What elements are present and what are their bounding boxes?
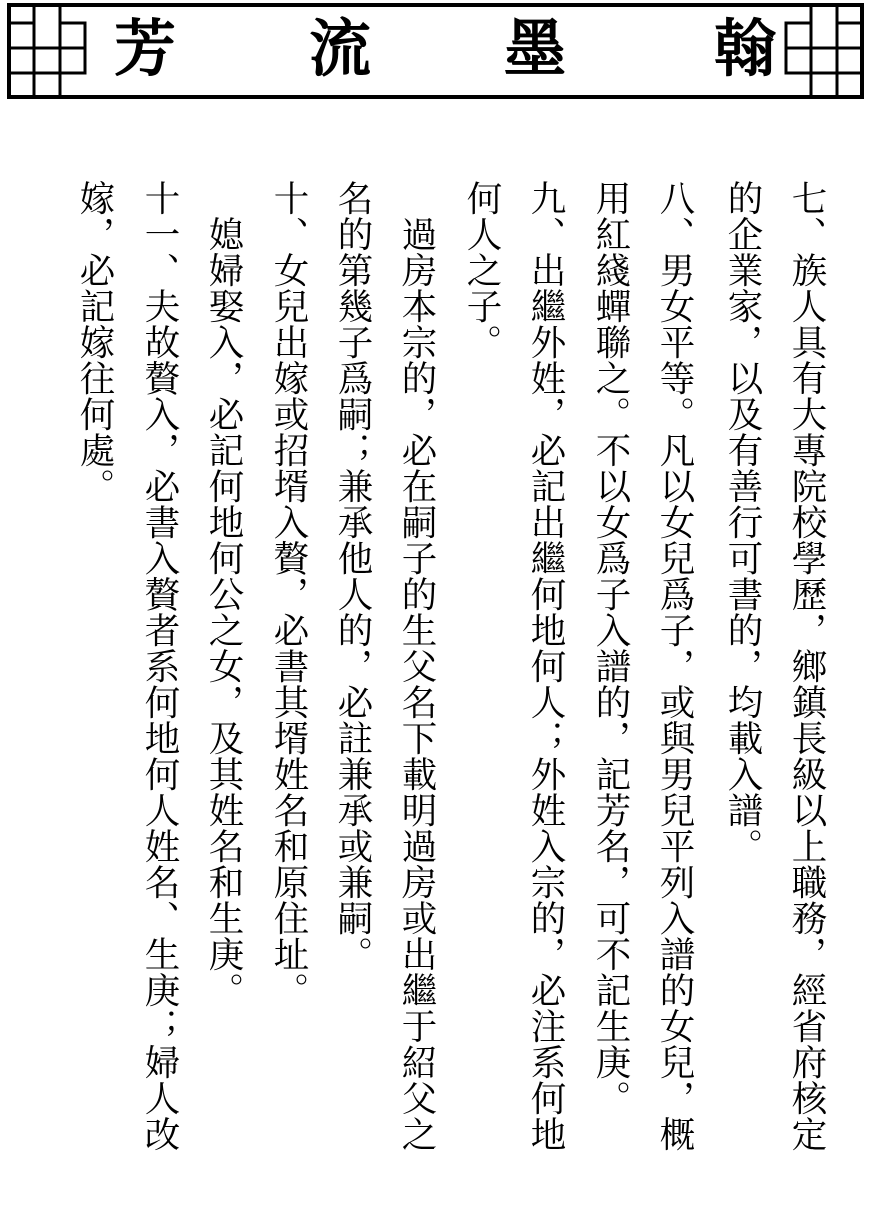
text-column-6: 何人之子。 (461, 180, 502, 360)
left-fret-ornament (9, 5, 85, 97)
text-column-9: 十、女兒出嫁或招壻入贅，必書其壻姓名和原住址。 (268, 180, 309, 1008)
title-char-1: 翰 (713, 12, 776, 85)
title-char-3: 流 (308, 12, 371, 85)
text-column-4: 用紅綫蟬聯之。不以女爲子入譜的，記芳名，可不記生庚。 (590, 180, 631, 1116)
title-char-2: 墨 (503, 12, 566, 85)
title-char-4: 芳 (113, 12, 176, 85)
header-frame (0, 0, 871, 105)
text-column-12: 嫁，必記嫁往何處。 (74, 180, 115, 504)
text-column-5: 九、出繼外姓，必記出繼何地何人；外姓入宗的，必注系何地 (525, 180, 566, 1152)
text-column-7: 過房本宗的，必在嗣子的生父名下載明過房或出繼于紹父之 (396, 180, 437, 1152)
text-column-2: 的企業家，以及有善行可書的，均載入譜。 (722, 180, 763, 864)
right-fret-ornament (786, 5, 862, 97)
text-column-11: 十一、夫故贅入，必書入贅者系何地何人姓名、生庚；婦人改 (139, 180, 180, 1152)
text-column-1: 七、族人具有大專院校學歷，鄉鎮長級以上職務，經省府核定 (786, 180, 827, 1152)
text-column-8: 名的第幾子爲嗣；兼承他人的，必註兼承或兼嗣。 (332, 180, 373, 972)
text-column-10: 媳婦娶入，必記何地何公之女，及其姓名和生庚。 (203, 180, 244, 1008)
text-column-3: 八、男女平等。凡以女兒爲子，或與男兒平列入譜的女兒，概 (654, 180, 695, 1152)
